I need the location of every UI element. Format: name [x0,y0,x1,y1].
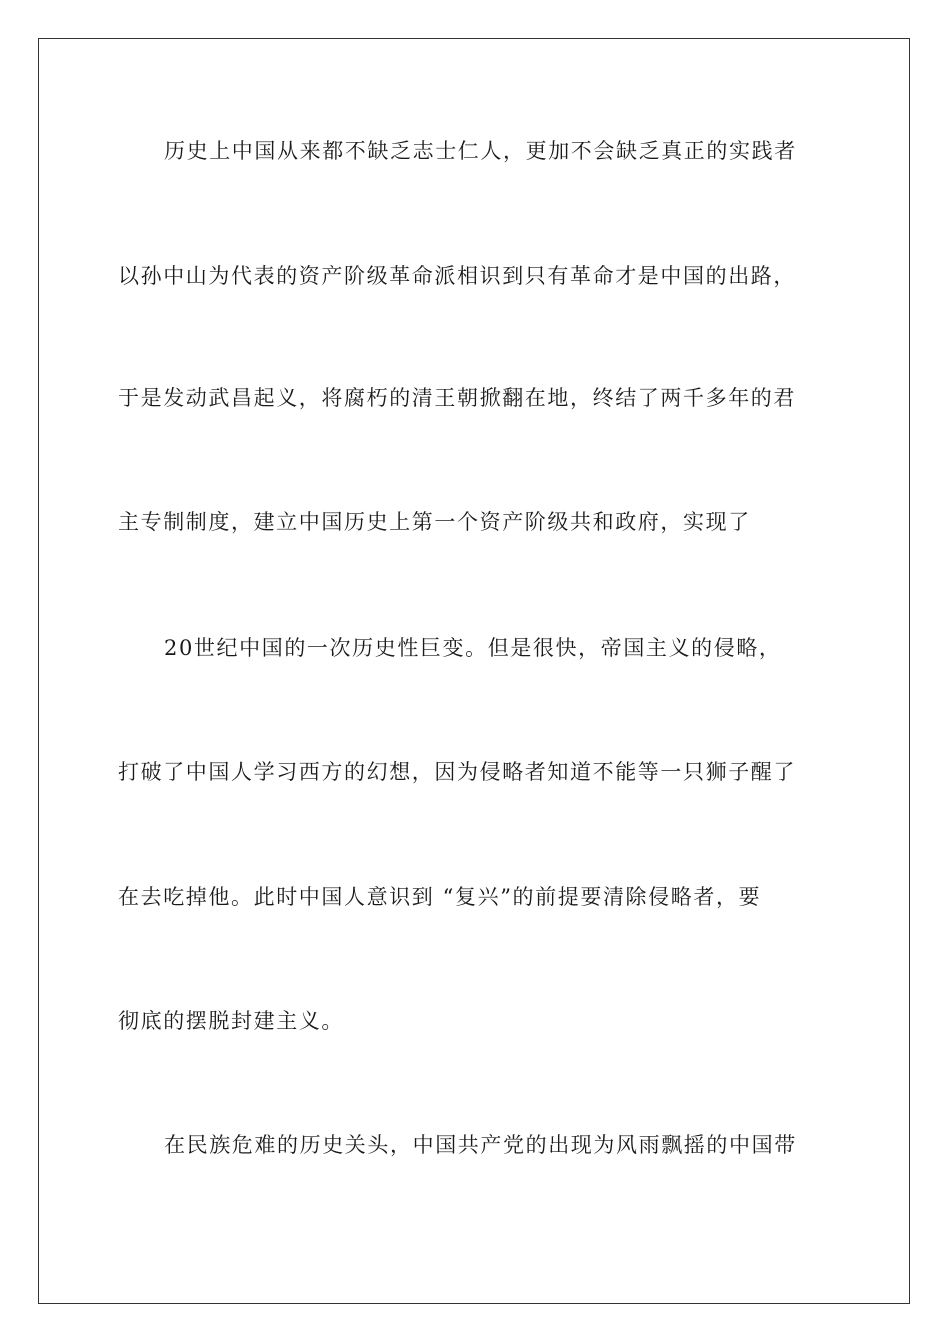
text-line-4: 主专制制度，建立中国历史上第一个资产阶级共和政府，实现了 [118,510,751,534]
text-line-7: 在去吃掉他。此时中国人意识到 “复兴”的前提要清除侵略者，要 [118,885,762,909]
text-line-2: 以孙中山为代表的资产阶级革命派相识到只有革命才是中国的出路， [118,264,796,288]
page-border [38,38,910,1304]
text-line-9: 在民族危难的历史关头，中国共产党的出现为风雨飘摇的中国带 [164,1133,797,1157]
text-line-3: 于是发动武昌起义，将腐朽的清王朝掀翻在地，终结了两千多年的君 [118,386,796,410]
text-line-1: 历史上中国从来都不缺乏志士仁人，更加不会缺乏真正的实践者 [164,139,797,163]
text-line-8: 彻底的摆脱封建主义。 [118,1009,344,1033]
text-line-5: 20世纪中国的一次历史性巨变。但是很快，帝国主义的侵略， [164,636,782,660]
text-line-6: 打破了中国人学习西方的幻想，因为侵略者知道不能等一只狮子醒了 [118,760,796,784]
